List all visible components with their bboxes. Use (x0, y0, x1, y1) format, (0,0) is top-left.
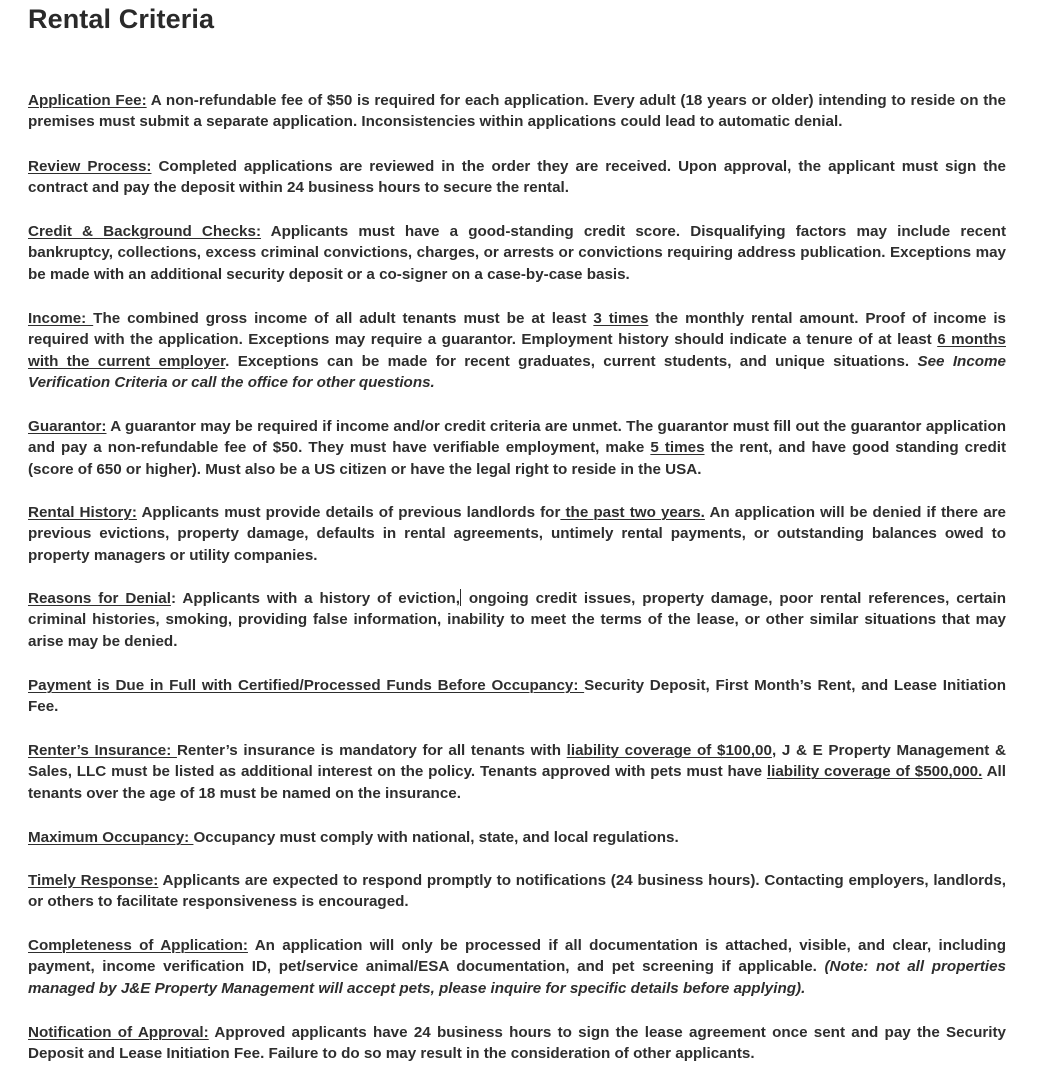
section-text: Applicants must provide details of previous landlords for (136, 504, 561, 521)
section-label: Renter’s Insurance: (28, 742, 177, 759)
section-timely-response (28, 870, 1006, 913)
section-rental-history (28, 502, 1006, 566)
section-label: Rental History: (28, 504, 137, 521)
emphasis-text: 3 times (593, 310, 649, 327)
section-label: Reasons for Denial (28, 590, 171, 607)
section-text: A guarantor may be required if income and/or credit criteria are unmet. The guarantor must fill out the guarantor application and pay a non-refundable fee of $50. They must have verifiable employment, make (28, 418, 1006, 457)
section-label: Guarantor: (28, 418, 107, 435)
section-label: Payment is Due in Full with Certified/Processed Funds Before Occupancy: (28, 677, 585, 694)
italic-note: See Income Verification Criteria or call the office for other questions. (28, 352, 1006, 392)
section-text: All tenants over the age of 18 must be named on the insurance. (28, 763, 1006, 802)
section-label: Timely Response: (28, 872, 159, 889)
section-renters-insurance (28, 740, 1006, 804)
section-text: ongoing credit issues, property damage, poor rental references, certain criminal histories, smoking, providing false information, inability to meet the terms of the lease, or other similar situations that may arise may be denied. (28, 590, 1006, 650)
section-label: Completeness of Application: (28, 937, 248, 954)
section-text: , J & E Property Management & Sales, LLC must be listed as additional interest on the policy. Tenants approved with pets must have (28, 742, 1006, 781)
section-income (28, 308, 1006, 394)
section-application-fee (28, 90, 1006, 133)
emphasis-text: 5 times (650, 439, 705, 457)
section-text: Applicants must have a good-standing credit score. Disqualifying factors may include recent bankruptcy, collections, excess criminal convictions, charges, or arrests or convictions requiring address publication. Exceptions may be made with an additional security deposit or a co-signer on a case-by-case basis. (28, 223, 1006, 283)
section-label: Maximum Occupancy: (28, 829, 194, 846)
page-title: Rental Criteria (28, 4, 215, 34)
section-text: Completed applications are reviewed in the order they are received. Upon approval, the applicant must sign the contract and pay the deposit within 24 business hours to secure the rental. (28, 158, 1006, 197)
section-label: Notification of Approval: (28, 1024, 209, 1041)
section-text: : Applicants with a history of eviction, (170, 590, 460, 607)
section-label: Review Process: (28, 158, 152, 175)
section-text: Renter’s insurance is mandatory for all tenants with (176, 742, 567, 759)
emphasis-text: liability coverage of $500,000. (766, 763, 983, 781)
text-cursor (460, 589, 461, 606)
section-text: Security Deposit, First Month’s Rent, and Lease Initiation Fee. (28, 677, 1006, 716)
section-completeness (28, 935, 1006, 999)
section-text: An application will only be processed if all documentation is attached, visible, and clear, including payment, income verification ID, pet/service animal/ESA documentation, and pet screening if applicable. (28, 937, 1006, 976)
section-text: Approved applicants have 24 business hours to sign the lease agreement once sent and pay the Security Deposit and Lease Initiation Fee. Failure to do so may result in the consideration of other applicants. (28, 1024, 1006, 1063)
section-text: the rent, and have good standing credit (score of 650 or higher). Must also be a US citizen or have the legal right to reside in the USA. (28, 439, 1007, 478)
section-notification (28, 1022, 1006, 1065)
section-text: the monthly rental amount. Proof of income is required with the application. Exceptions may require a guarantor. Employment history should indicate a tenure of at least (28, 310, 1007, 349)
section-label: Credit & Background Checks: (28, 223, 262, 240)
emphasis-text: the past two years. (560, 504, 705, 521)
section-text: The combined gross income of all adult tenants must be at least (93, 310, 594, 327)
italic-note: (Note: not all properties managed by J&E Property Management will accept pets, please inquire for specific details before applying). (28, 958, 1007, 997)
emphasis-text: liability coverage of $100,00 (566, 742, 772, 759)
section-label: Income: (28, 310, 94, 327)
section-max-occupancy (28, 827, 1006, 848)
section-text: An application will be denied if there are previous evictions, property damage, defaults in rental agreements, untimely rental payments, or outstanding balances owed to property managers or utility companies. (28, 504, 1006, 564)
section-credit-background (28, 221, 1006, 285)
section-label: Application Fee: (28, 92, 147, 109)
section-text: A non-refundable fee of $50 is required for each application. Every adult (18 years or older) intending to reside on the premises must submit a separate application. Inconsistencies within applications could lead to automatic denial. (28, 92, 1006, 131)
section-guarantor (28, 416, 1006, 480)
section-text: . Exceptions can be made for recent graduates, current students, and unique situations. (225, 352, 918, 370)
section-payment (28, 675, 1006, 718)
section-text: Occupancy must comply with national, state, and local regulations. (193, 829, 679, 846)
section-text: Applicants are expected to respond promptly to notifications (24 business hours). Contacting employers, landlords, or others to facilitate responsiveness is encouraged. (28, 872, 1006, 911)
section-reasons-denial (28, 588, 1006, 652)
section-review-process (28, 156, 1006, 199)
emphasis-text: 6 months with the current employer (28, 331, 1006, 370)
